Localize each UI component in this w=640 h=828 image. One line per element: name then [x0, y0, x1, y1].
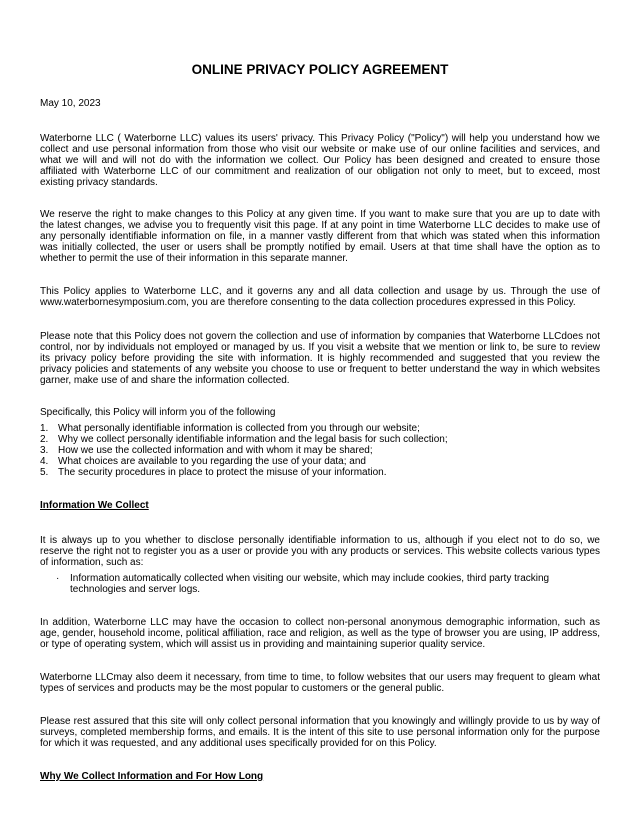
bullet-text: Information automatically collected when visiting our website, which may include cookies, third party tracking technologies and server logs. — [70, 573, 550, 595]
list-item — [40, 423, 600, 434]
demographic-paragraph: In addition, Waterborne LLC may have the occasion to collect non-personal anonymous demographic information, such as age, gender, household income, political affiliation, race and religion, as well as the type of browser you are using, IP address, or type of operating system, which will assist us in providing and maintaining superior quality service. — [40, 617, 600, 650]
list-item-text: Why we collect personally identifiable information and the legal basis for such collection; — [58, 434, 448, 445]
policy-date: May 10, 2023 — [40, 98, 101, 109]
specifically-paragraph: Specifically, this Policy will inform you of the following — [40, 407, 276, 418]
page-title: ONLINE PRIVACY POLICY AGREEMENT — [191, 62, 449, 77]
intro-paragraph: Waterborne LLC ( Waterborne LLC) values its users' privacy. This Privacy Policy ("Policy") will help you understand how we collect and use personal information from those who visit our website or make use of our online facilities and services, and what we will and will not do with the information we collect. Our Policy has been designed and created to ensure those affiliated with Waterborne LLC of our commitment and realization of our obligation not only to meet, but to exceed, most existing privacy standards. — [40, 133, 600, 188]
section-heading-information-we-collect: Information We Collect — [40, 500, 149, 511]
list-item — [40, 434, 600, 445]
list-item-number: 1. — [40, 423, 49, 434]
note-paragraph: Please note that this Policy does not govern the collection and use of information by companies that Waterborne LLCdoes not control, nor by individuals not employed or managed by us. If you visit a website that we mention or link to, be sure to review its privacy policy before providing the site with information. It is highly recommended and suggested that you review the privacy policies and statements of any website you choose to use or frequent to better understand the way in which websites garner, make use of and share the information collected. — [40, 331, 600, 386]
section-heading-why-we-collect: Why We Collect Information and For How Long — [40, 771, 264, 782]
list-item — [40, 467, 600, 478]
list-item-number: 3. — [40, 445, 49, 456]
collect-intro-paragraph: It is always up to you whether to disclose personally identifiable information to us, although if you elect not to do so, we reserve the right not to register you as a user or provide you with any products or services. This website collects various types of information, such as: — [40, 535, 600, 568]
list-item-number: 5. — [40, 467, 49, 478]
applies-paragraph: This Policy applies to Waterborne LLC, and it governs any and all data collection and usage by us. Through the use of www.waterbornesymposium.com, you are therefore consenting to the data collection procedures expressed in this Policy. — [40, 286, 600, 308]
list-item — [40, 445, 600, 456]
collected-info-bullet — [56, 573, 556, 595]
list-item-number: 4. — [40, 456, 49, 467]
list-item-text: What choices are available to you regarding the use of your data; and — [58, 456, 366, 467]
follow-websites-paragraph: Waterborne LLCmay also deem it necessary, from time to time, to follow websites that our users may frequent to gleam what types of services and products may be the most popular to customers or the general public. — [40, 672, 600, 694]
list-item-number: 2. — [40, 434, 49, 445]
policy-topics-list — [40, 423, 600, 478]
changes-paragraph: We reserve the right to make changes to this Policy at any given time. If you want to make sure that you are up to date with the latest changes, we advise you to frequently visit this page. If at any point in time Waterborne LLC decides to make use of any personally identifiable information on file, in a manner vastly different from that which was stated when this information was initially collected, the user or users shall be promptly notified by email. Users at that time shall have the option as to whether to permit the use of their information in this separate manner. — [40, 209, 600, 264]
list-item — [40, 456, 600, 467]
bullet-dot: · — [56, 573, 60, 584]
rest-assured-paragraph: Please rest assured that this site will only collect personal information that you knowingly and willingly provide to us by way of surveys, completed membership forms, and emails. It is the intent of this site to use personal information only for the purpose for which it was requested, and any additional uses specifically provided for on this Policy. — [40, 716, 600, 749]
list-item-text: The security procedures in place to protect the misuse of your information. — [58, 467, 387, 478]
list-item-text: What personally identifiable information is collected from you through our website; — [58, 423, 420, 434]
list-item-text: How we use the collected information and with whom it may be shared; — [58, 445, 373, 456]
